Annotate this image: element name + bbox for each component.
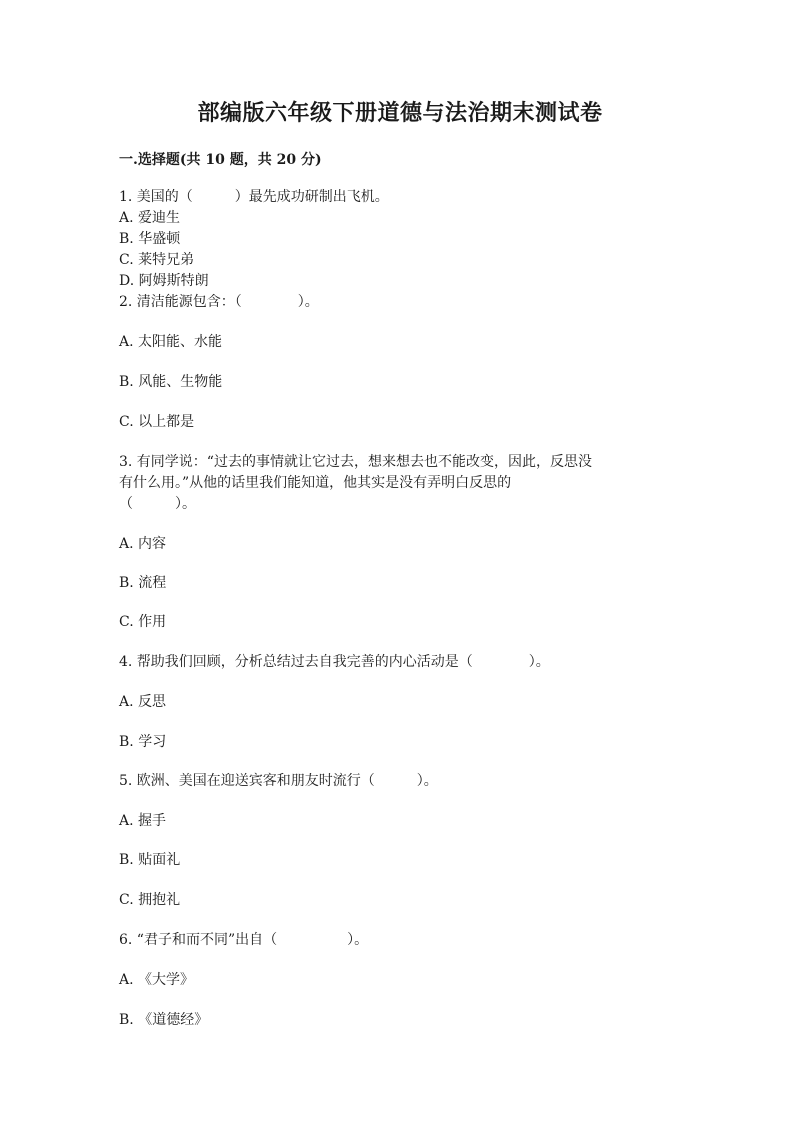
question-3-stem-line-1: 3. 有同学说：“过去的事情就让它过去，想来想去也不能改变，因此，反思没 bbox=[119, 454, 592, 470]
question-5-option-b: B. 贴面礼 bbox=[119, 852, 181, 868]
question-6-option-a: A. 《大学》 bbox=[119, 972, 195, 988]
question-1-option-b: B. 华盛顿 bbox=[119, 231, 181, 247]
page-title: 部编版六年级下册道德与法治期末测试卷 bbox=[197, 100, 603, 126]
question-4-option-b: B. 学习 bbox=[119, 734, 167, 750]
question-3-stem-line-2: 有什么用。”从他的话里我们能知道，他其实是没有弄明白反思的 bbox=[119, 475, 512, 491]
question-2-option-c: C. 以上都是 bbox=[119, 414, 195, 430]
question-4-option-a: A. 反思 bbox=[119, 694, 167, 710]
question-2-stem: 2. 清洁能源包含：（ ）。 bbox=[119, 294, 319, 310]
question-5-option-a: A. 握手 bbox=[119, 813, 167, 829]
question-1-option-c: C. 莱特兄弟 bbox=[119, 252, 195, 268]
section-heading: 一.选择题(共 10 题，共 20 分) bbox=[119, 152, 322, 168]
question-3-stem-line-3: （ ）。 bbox=[119, 496, 196, 512]
question-2-option-b: B. 风能、生物能 bbox=[119, 374, 223, 390]
question-5-option-c: C. 拥抱礼 bbox=[119, 892, 181, 908]
question-5-stem: 5. 欧洲、美国在迎送宾客和朋友时流行（ ）。 bbox=[119, 773, 438, 789]
question-4-stem: 4. 帮助我们回顾，分析总结过去自我完善的内心活动是（ ）。 bbox=[119, 654, 550, 670]
question-1-stem: 1. 美国的（ ）最先成功研制出飞机。 bbox=[119, 189, 389, 205]
question-3-option-c: C. 作用 bbox=[119, 614, 167, 630]
question-3-option-a: A. 内容 bbox=[119, 536, 167, 552]
question-2-option-a: A. 太阳能、水能 bbox=[119, 334, 223, 350]
question-3-option-b: B. 流程 bbox=[119, 575, 167, 591]
question-6-option-b: B. 《道德经》 bbox=[119, 1012, 209, 1028]
question-6-stem: 6. “君子和而不同”出自（ ）。 bbox=[119, 932, 369, 948]
question-1-option-d: D. 阿姆斯特朗 bbox=[119, 273, 209, 289]
question-1-option-a: A. 爱迪生 bbox=[119, 210, 181, 226]
